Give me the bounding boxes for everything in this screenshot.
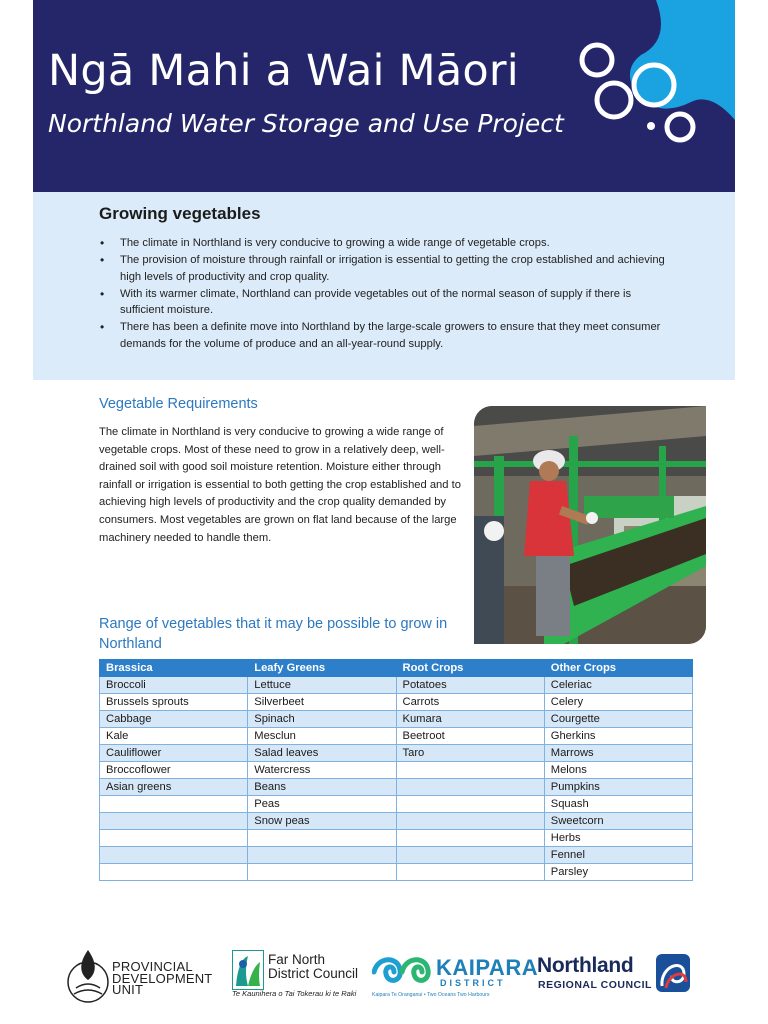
table-cell: Silverbeet bbox=[248, 694, 396, 711]
table-cell: Parsley bbox=[544, 864, 692, 881]
pdu-line: DEVELOPMENT bbox=[112, 970, 213, 986]
table-cell: Squash bbox=[544, 796, 692, 813]
column-header: Other Crops bbox=[544, 660, 692, 677]
table-row bbox=[100, 711, 693, 728]
table-cell: Celeriac bbox=[544, 677, 692, 694]
table-cell: Sweetcorn bbox=[544, 813, 692, 830]
intro-heading: Growing vegetables bbox=[99, 204, 261, 223]
table-cell bbox=[100, 864, 248, 881]
table-cell: Peas bbox=[248, 796, 396, 813]
kaipara-motto: Kaipara Te Oranganui • Two Oceans Two Harbours bbox=[372, 992, 490, 998]
intro-bullet: • The climate in Northland is very conducive to growing a wide range of vegetable crops. bbox=[99, 235, 669, 252]
table-cell: Kale bbox=[100, 728, 248, 745]
table-cell: Beans bbox=[248, 779, 396, 796]
table-cell bbox=[248, 864, 396, 881]
partner-logos bbox=[0, 940, 768, 1010]
table-cell bbox=[396, 796, 544, 813]
table-row bbox=[100, 830, 693, 847]
table-cell bbox=[396, 864, 544, 881]
pdu-name bbox=[112, 961, 212, 996]
column-header: Leafy Greens bbox=[248, 660, 396, 677]
table-row bbox=[100, 677, 693, 694]
pdu-line: UNIT bbox=[112, 982, 144, 997]
fndc-motto: Te Kaunihera o Tai Tokerau ki te Raki bbox=[232, 989, 357, 998]
table-cell: Snow peas bbox=[248, 813, 396, 830]
table-cell: Mesclun bbox=[248, 728, 396, 745]
page-title: Ngā Mahi a Wai Māori bbox=[48, 46, 519, 96]
intro-bullet: • The provision of moisture through rainfall or irrigation is essential to getting the crop established and achieving high levels of productivity and crop quality. bbox=[99, 252, 669, 285]
table-row bbox=[100, 796, 693, 813]
fndc-logo bbox=[232, 940, 362, 1010]
table-cell bbox=[396, 779, 544, 796]
table-row bbox=[100, 813, 693, 830]
table-cell bbox=[100, 830, 248, 847]
nrc-name: Northland bbox=[537, 954, 634, 977]
table-cell bbox=[100, 796, 248, 813]
table-cell: Potatoes bbox=[396, 677, 544, 694]
table-row bbox=[100, 847, 693, 864]
table-cell: Fennel bbox=[544, 847, 692, 864]
table-cell: Taro bbox=[396, 745, 544, 762]
table-row bbox=[100, 745, 693, 762]
table-row bbox=[100, 762, 693, 779]
table-cell: Watercress bbox=[248, 762, 396, 779]
column-header: Root Crops bbox=[396, 660, 544, 677]
table-cell: Cabbage bbox=[100, 711, 248, 728]
pdu-emblem-icon bbox=[66, 944, 110, 1008]
header-banner bbox=[33, 0, 735, 192]
table-cell bbox=[396, 762, 544, 779]
column-header: Brassica bbox=[100, 660, 248, 677]
table-cell bbox=[100, 847, 248, 864]
water-drops-graphic bbox=[541, 0, 735, 192]
table-cell: Broccoflower bbox=[100, 762, 248, 779]
nrc-logo bbox=[537, 940, 697, 1010]
requirements-body: The climate in Northland is very conducive to growing a wide range of vegetable crops. Most of these need to grow in a relatively deep, well-drained soil with good soil moisture retention. Moisture either through rainfall or irrigation is essential to both getting the crop established and to achieving high levels of productivity and the crop quality demanded by consumers. Most vegetables are grown on flat land because of the large machinery needed to handle them. bbox=[99, 426, 461, 544]
grower-photo bbox=[474, 406, 706, 644]
table-header-row bbox=[100, 660, 693, 677]
table-cell bbox=[396, 813, 544, 830]
intro-bullet: • With its warmer climate, Northland can provide vegetables out of the normal season of supply if there is sufficient moisture. bbox=[99, 286, 669, 319]
pdu-line: PROVINCIAL bbox=[112, 959, 193, 974]
table-cell: Brussels sprouts bbox=[100, 694, 248, 711]
table-cell bbox=[396, 847, 544, 864]
kaipara-logo bbox=[372, 940, 539, 1010]
table-cell: Beetroot bbox=[396, 728, 544, 745]
intro-bullet-list bbox=[99, 235, 669, 353]
table-cell: Celery bbox=[544, 694, 692, 711]
kaipara-wave-icon bbox=[372, 952, 434, 992]
table-cell: Carrots bbox=[396, 694, 544, 711]
table-cell: Pumpkins bbox=[544, 779, 692, 796]
table-cell: Cauliflower bbox=[100, 745, 248, 762]
intro-panel bbox=[33, 192, 735, 380]
fndc-line: District Council bbox=[268, 966, 359, 981]
table-cell bbox=[248, 847, 396, 864]
page-subtitle: Northland Water Storage and Use Project bbox=[48, 109, 564, 138]
table-cell bbox=[248, 830, 396, 847]
table-cell bbox=[396, 830, 544, 847]
vegetable-table bbox=[99, 659, 693, 881]
table-cell: Asian greens bbox=[100, 779, 248, 796]
table-cell: Melons bbox=[544, 762, 692, 779]
table-row bbox=[100, 694, 693, 711]
table-cell: Courgette bbox=[544, 711, 692, 728]
table-row bbox=[100, 779, 693, 796]
fndc-emblem-icon bbox=[232, 950, 264, 990]
table-cell bbox=[100, 813, 248, 830]
fndc-name bbox=[268, 953, 358, 981]
table-cell: Herbs bbox=[544, 830, 692, 847]
table-cell: Broccoli bbox=[100, 677, 248, 694]
kaipara-name: KAIPARA bbox=[436, 955, 539, 980]
intro-bullet: • There has been a definite move into Northland by the large-scale growers to ensure that they meet consumer demands for the volume of produce and an all-year-round supply. bbox=[99, 319, 669, 352]
table-cell: Spinach bbox=[248, 711, 396, 728]
kaipara-district: DISTRICT bbox=[440, 978, 506, 988]
table-cell: Marrows bbox=[544, 745, 692, 762]
table-cell: Kumara bbox=[396, 711, 544, 728]
table-row bbox=[100, 864, 693, 881]
table-row bbox=[100, 728, 693, 745]
grower-photo-illustration bbox=[474, 406, 706, 644]
table-cell: Lettuce bbox=[248, 677, 396, 694]
fndc-line: Far North bbox=[268, 952, 326, 967]
pdu-logo bbox=[66, 940, 216, 1010]
table-cell: Gherkins bbox=[544, 728, 692, 745]
requirements-heading: Vegetable Requirements bbox=[99, 396, 258, 412]
nrc-swirl-icon bbox=[656, 954, 690, 992]
range-heading: Range of vegetables that it may be possible to grow in Northland bbox=[99, 616, 448, 652]
table-cell: Salad leaves bbox=[248, 745, 396, 762]
nrc-subtitle: REGIONAL COUNCIL bbox=[538, 979, 652, 991]
